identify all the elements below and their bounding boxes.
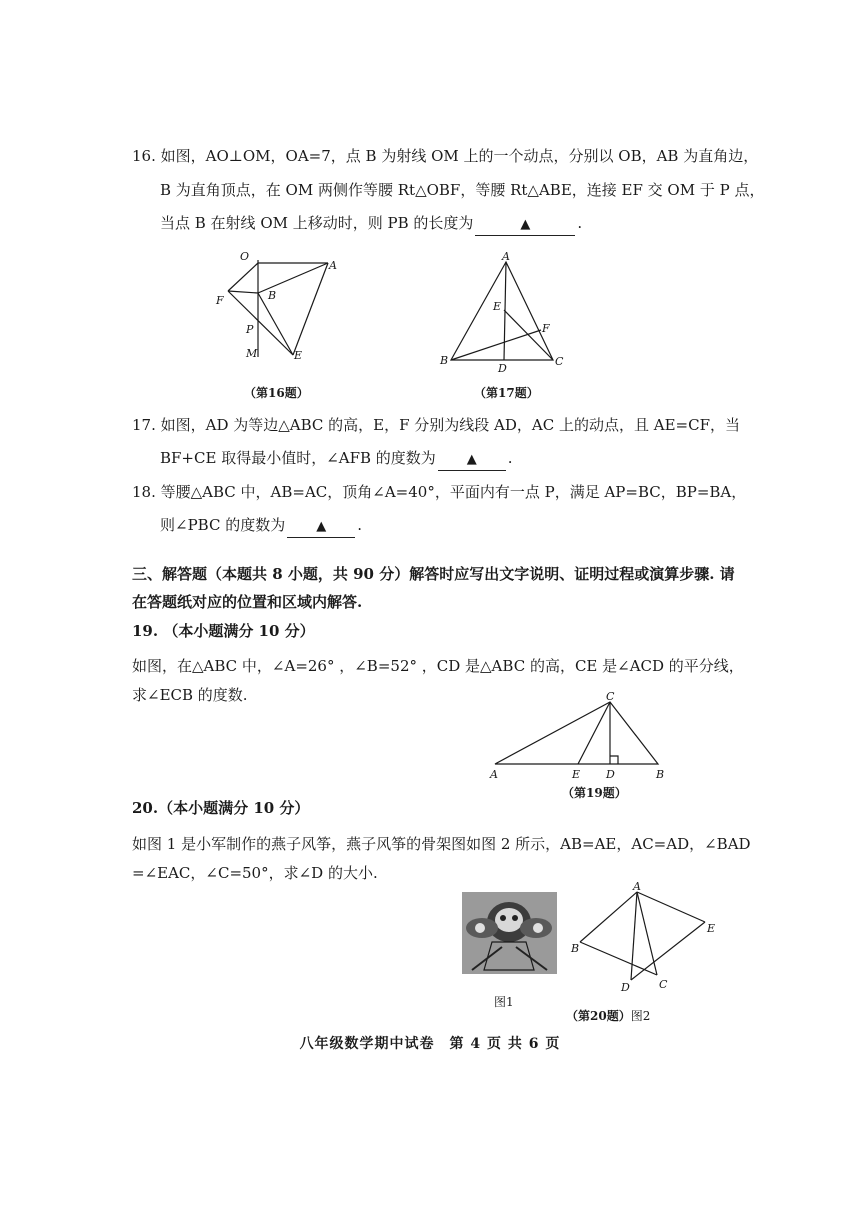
label-c: C (555, 355, 564, 368)
label-b: B (440, 354, 449, 367)
q18-line2-text: 则∠PBC 的度数为 (160, 516, 286, 534)
label-m: M (246, 347, 258, 360)
line-of (228, 263, 258, 291)
label-e: E (572, 768, 581, 781)
q17-line2-text: BF+CE 取得最小值时，∠AFB 的度数为 (160, 449, 436, 467)
q18-line2: 则∠PBC 的度数为 ▲ . (160, 515, 362, 538)
q18-answer-blank (287, 515, 355, 538)
q19-header: 19. （本小题满分 10 分） (132, 622, 315, 640)
kite-illustration (462, 892, 557, 974)
q19-line2: 求∠ECB 的度数. (132, 686, 248, 704)
q17-line2: BF+CE 取得最小值时，∠AFB 的度数为 ▲ . (160, 448, 513, 471)
q16-line3-text: 当点 B 在射线 OM 上移动时，则 PB 的长度为 (160, 214, 474, 232)
q19-caption: （第19题） (562, 786, 627, 800)
label-c: C (606, 692, 615, 703)
q20-line1: 如图 1 是小军制作的燕子风筝，燕子风筝的骨架图如图 2 所示，AB=AE，AC=AD，∠BAD (132, 835, 751, 853)
q16-line3: 当点 B 在射线 OM 上移动时，则 PB 的长度为 ▲ . (160, 213, 582, 236)
line-ae (637, 892, 705, 922)
q20-caption-text: （第20题） (566, 1009, 631, 1023)
label-d: D (621, 981, 630, 994)
line-ab (580, 892, 637, 942)
line-fb (228, 291, 258, 293)
line-ec (504, 310, 553, 360)
label-b: B (571, 942, 580, 955)
line-fe (228, 291, 293, 355)
line-bc (580, 942, 657, 975)
label-o: O (240, 250, 250, 263)
q17-answer-blank (438, 448, 506, 471)
label-e: E (294, 349, 303, 362)
line-ed (631, 922, 705, 980)
q16-figure (210, 245, 350, 375)
answer-mark: ▲ (466, 452, 477, 467)
page-footer: 八年级数学期中试卷 第 4 页 共 6 页 (299, 1036, 561, 1052)
label-c: C (659, 978, 668, 991)
fig2-label: 图2 (630, 1009, 651, 1023)
right-angle-mark (610, 756, 618, 764)
label-b: B (268, 289, 277, 302)
line-be (258, 293, 293, 355)
label-f: F (216, 294, 224, 307)
kite-photo (462, 892, 557, 974)
label-a: A (329, 259, 337, 272)
q20-header: 20.（本小题满分 10 分） (132, 799, 310, 817)
answer-mark: ▲ (316, 519, 327, 534)
q17-line1: 17. 如图，AD 为等边△ABC 的高，E，F 分别为线段 AD，AC 上的动点，且 AE=CF，当 (132, 416, 741, 434)
line-ae (293, 263, 328, 355)
q20-figure (565, 880, 725, 995)
line-ad (631, 892, 637, 980)
answer-mark: ▲ (520, 217, 531, 232)
q18-line1: 18. 等腰△ABC 中，AB=AC，顶角∠A=40°，平面内有一点 P，满足 AP=BC，BP=BA， (132, 483, 747, 501)
q16-line1: 16. 如图，AO⊥OM，OA=7，点 B 为射线 OM 上的一个动点，分别以 OB，AB 为直角边， (132, 147, 759, 165)
label-a: A (633, 880, 641, 893)
triangle-abc (495, 702, 658, 764)
q16-caption: （第16题） (244, 386, 309, 400)
label-e: E (707, 922, 716, 935)
section3-line1: 三、解答题（本题共 8 小题，共 90 分）解答时应写出文字说明、证明过程或演算步骤. 请 (132, 565, 735, 583)
label-d: D (498, 362, 507, 375)
q17-caption: （第17题） (474, 386, 539, 400)
label-p: P (246, 323, 254, 336)
label-a: A (502, 250, 510, 263)
q16-answer-blank (475, 213, 575, 236)
q17-figure (436, 250, 576, 375)
section3-line2: 在答题纸对应的位置和区域内解答. (132, 593, 363, 611)
fig1-label: 图1 (494, 995, 514, 1009)
q19-figure (480, 692, 680, 782)
q16-line2: B 为直角顶点，在 OM 两侧作等腰 Rt△OBF，等腰 Rt△ABE，连接 EF 交 OM 于 P 点， (160, 181, 765, 199)
label-e: E (493, 300, 502, 313)
q20-caption (566, 1007, 650, 1024)
label-a: A (490, 768, 498, 781)
triangle-abc (451, 262, 553, 360)
q20-line2: =∠EAC，∠C=50°，求∠D 的大小. (132, 864, 378, 882)
label-f: F (542, 322, 550, 335)
label-b: B (656, 768, 665, 781)
q19-line1: 如图，在△ABC 中，∠A=26° ，∠B=52° ，CD 是△ABC 的高，CE 是∠ACD 的平分线， (132, 657, 744, 675)
label-d: D (606, 768, 615, 781)
